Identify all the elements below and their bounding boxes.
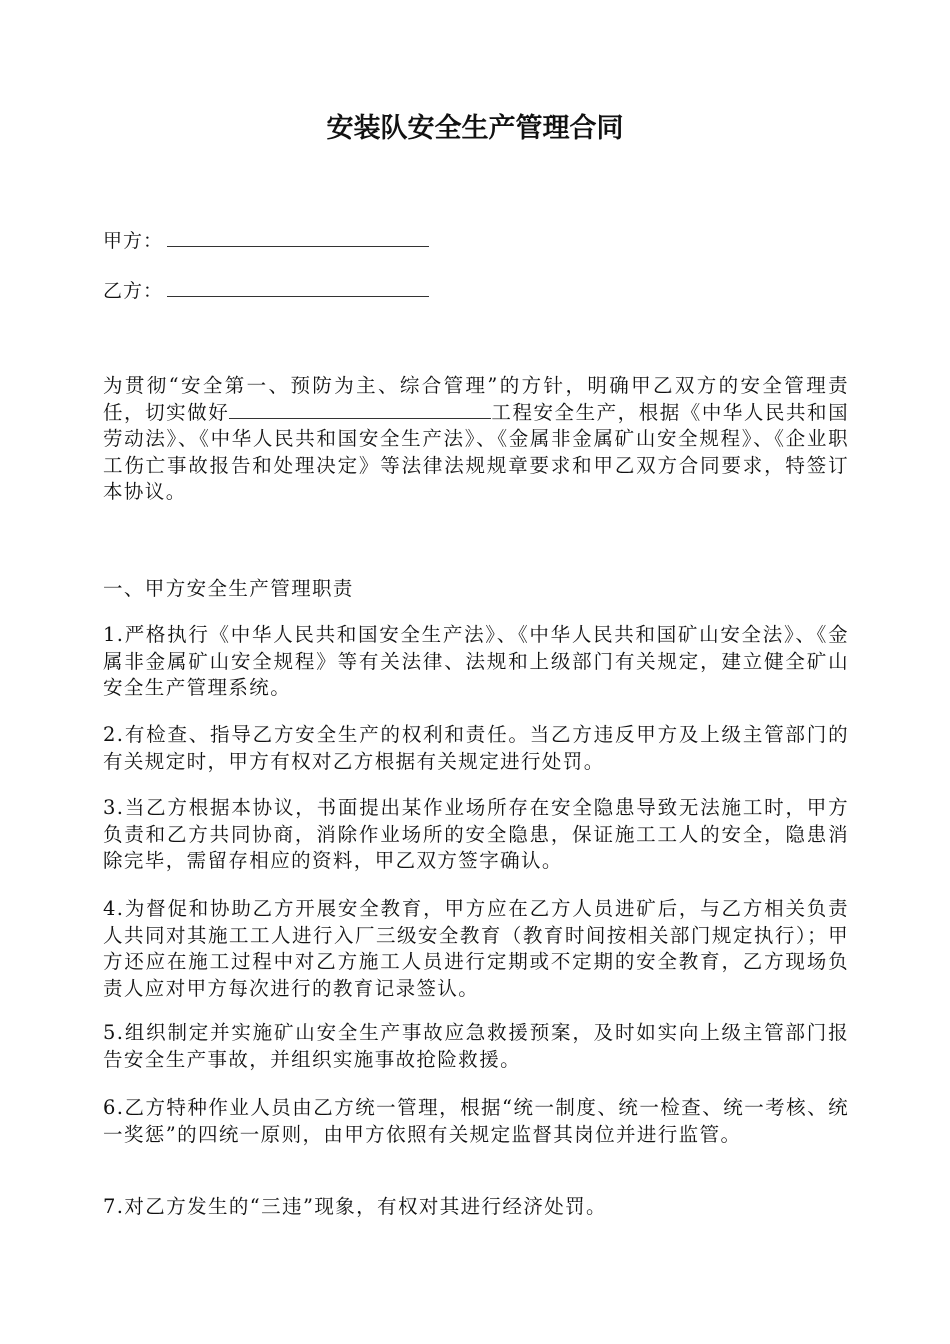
clause-item-3: 3.当乙方根据本协议，书面提出某作业场所存在安全隐患导致无法施工时，甲方负责和乙方共同协商，消除作业场所的安全隐患，保证施工工人的安全，隐患消除完毕，需留存相应的资料，甲乙双方签字确认。: [103, 796, 849, 872]
intro-text-part1: 为贯彻“安全第一、预防为主、综合管理”的方针，明确甲乙双方的安全管理责任，切实做好: [103, 374, 849, 424]
intro-text-part2: 工程安全生产，根据《中华人民共和国劳动法》、《中华人民共和国安全生产法》、《金属非金属矿山安全规程》、《企业职工伤亡事故报告和处理决定》等法律法规规章要求和甲乙双方合同要求，特签订本协议。: [103, 400, 849, 503]
clause-item-7: 7.对乙方发生的“三违”现象，有权对其进行经济处罚。: [103, 1195, 607, 1218]
party-b-row: [103, 276, 429, 303]
clause-item-2: 2.有检查、指导乙方安全生产的权利和责任。当乙方违反甲方及上级主管部门的有关规定时，甲方有权对乙方根据有关规定进行处罚。: [103, 723, 849, 773]
party-b-blank-line: [167, 284, 429, 297]
project-name-blank-line: [229, 406, 491, 419]
party-a-row: [103, 226, 429, 253]
party-a-blank-line: [167, 234, 429, 247]
party-a-label: 甲方：: [103, 230, 164, 252]
clause-item-5: 5.组织制定并实施矿山安全生产事故应急救援预案，及时如实向上级主管部门报告安全生产事故，并组织实施事故抢险救援。: [103, 1021, 849, 1071]
clause-item-1: 1.严格执行《中华人民共和国安全生产法》、《中华人民共和国矿山安全法》、《金属非金属矿山安全规程》等有关法律、法规和上级部门有关规定，建立健全矿山安全生产管理系统。: [103, 623, 849, 699]
clause-item-4: 4.为督促和协助乙方开展安全教育，甲方应在乙方人员进矿后，与乙方相关负责人共同对其施工工人进行入厂三级安全教育（教育时间按相关部门规定执行）；甲方还应在施工过程中对乙方施工人员进行定期或不定期的安全教育，乙方现场负责人应对甲方每次进行的教育记录签认。: [103, 897, 849, 1000]
section-1-heading: 一、甲方安全生产管理职责: [103, 577, 354, 600]
clause-item-6: 6.乙方特种作业人员由乙方统一管理，根据“统一制度、统一检查、统一考核、统一奖惩”的四统一原则，由甲方依照有关规定监督其岗位并进行监管。: [103, 1096, 849, 1146]
document-title: 安装队安全生产管理合同: [326, 113, 624, 144]
intro-paragraph: [103, 373, 849, 506]
party-b-label: 乙方：: [103, 280, 164, 302]
